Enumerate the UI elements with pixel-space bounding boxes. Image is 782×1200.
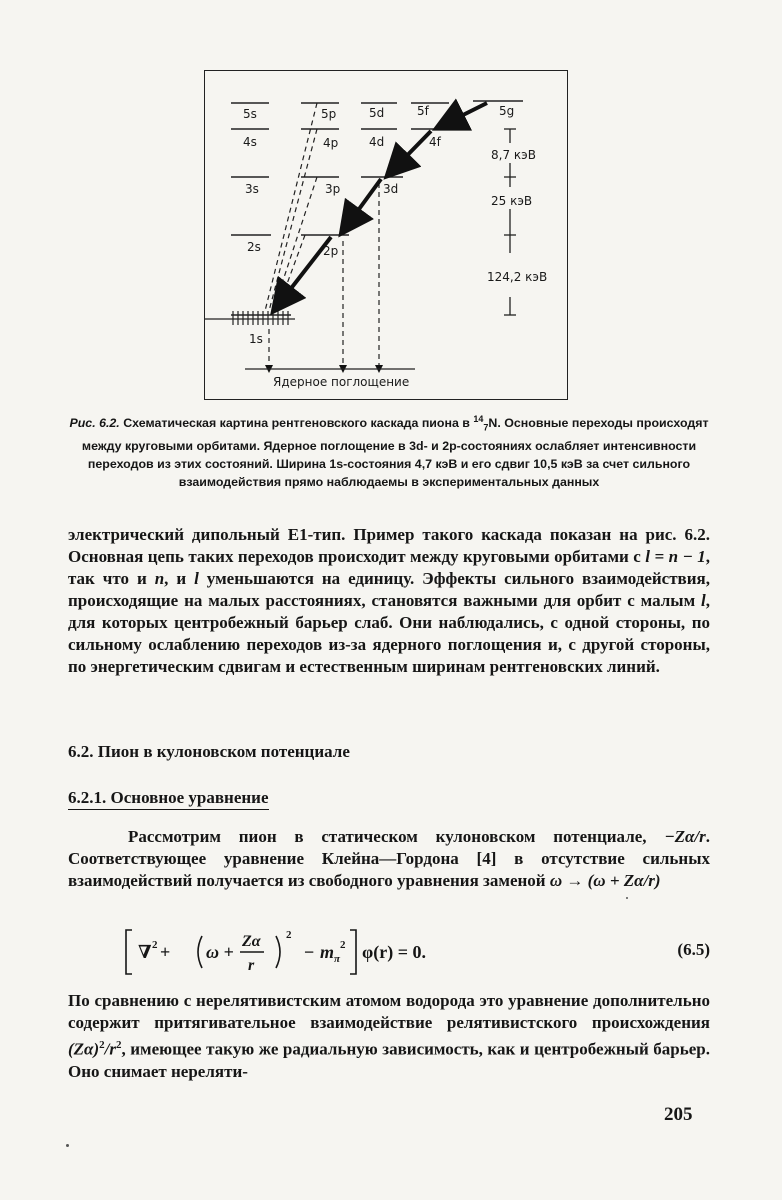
eq-minus: − xyxy=(304,942,315,962)
level-5f-label: 5f xyxy=(417,104,429,118)
isotope-symbol: N xyxy=(488,416,498,431)
p2-text-2: . Соответствующее уравнение Клейна—Гордона [4] в отсутствие сильных взаимодействий получается из свободного уравнения заменой xyxy=(68,827,710,890)
eq-phi: φ(r) = 0. xyxy=(362,942,426,962)
level-4f-label: 4f xyxy=(429,135,441,149)
level-5p-label: 5p xyxy=(321,107,337,121)
eq-pi: π xyxy=(334,953,341,965)
eq-m-sq: 2 xyxy=(340,939,346,951)
level-3d-label: 3d xyxy=(383,182,399,196)
page-number: 205 xyxy=(664,1104,693,1125)
section-heading: 6.2. Пион в кулоновском потенциале xyxy=(68,742,350,761)
equation-formula xyxy=(118,924,538,980)
level-5d-label: 5d xyxy=(369,106,385,120)
level-5s-label: 5s xyxy=(243,107,257,121)
level-3s-label: 3s xyxy=(245,182,259,196)
p1-n: n xyxy=(154,569,165,588)
equation-6-5 xyxy=(118,924,710,980)
eq-nabla-sq: 2 xyxy=(152,939,158,951)
p3-sup2: 2 xyxy=(115,1039,122,1051)
level-1s-label: 1s xyxy=(249,332,263,346)
eq-nabla: ∇ xyxy=(138,942,152,962)
transition-3p-1s xyxy=(273,177,317,311)
isotope-mass: 14 xyxy=(473,414,484,424)
level-2p-label: 2p xyxy=(323,244,339,258)
cascade-diagram xyxy=(205,71,567,399)
p1-condition: l = n − 1 xyxy=(645,547,706,566)
p3-sup: 2 xyxy=(99,1039,105,1051)
isotope-z: 7 xyxy=(483,422,489,433)
caption-text-before: Схематическая картина рентгеновского каскада пиона в xyxy=(123,416,474,431)
p3-term: (Zα) xyxy=(68,1039,100,1059)
eq-m: m xyxy=(320,942,335,962)
p1-l: l xyxy=(194,569,199,588)
caption-text-after: . Основные переходы происходят между круговыми орбитами. Ядерное поглощение в 3d- и 2p-состояниях ослабляет интенсивности переходов из этих состояний. Ширина 1s-состояния 4,7 кэВ и его сдвиг 10,5 кэВ за счет сильного взаимодействия прямо наблюдаемы в экспериментальных данных xyxy=(81,416,709,489)
level-3p-label: 3p xyxy=(325,182,341,196)
gap-label-3: 124,2 кэВ xyxy=(487,270,548,284)
transition-3d-2p xyxy=(343,179,381,231)
absorption-label: Ядерное поглощение xyxy=(273,375,410,389)
subsection-heading: 6.2.1. Основное уравнение xyxy=(68,788,269,810)
p3-text-1: По сравнению с нерелятивистским атомом водорода это уравнение дополнительно содержит притягивательное взаимодействие релятивистского происхождения xyxy=(68,991,710,1032)
figure-caption xyxy=(68,410,710,491)
eq-plus: + xyxy=(160,942,171,962)
level-2s-label: 2s xyxy=(247,240,261,254)
p3-slash: /r xyxy=(104,1039,116,1059)
p1-text-2: , так что и xyxy=(68,547,710,588)
p1-text-4: уменьшаются на единицу. Эффекты сильного взаимодействия, происходящие на малых расстояниях, становятся важными для орбит с малым xyxy=(68,569,710,610)
cascade-figure xyxy=(204,70,568,400)
p1-text-1: электрический дипольный E1-тип. Пример такого каскада показан на рис. 6.2. Основная цепь таких переходов происходит между круговыми орбитами с xyxy=(68,525,710,566)
paragraph-comparison xyxy=(68,990,710,1083)
caption-label: Рис. 6.2. xyxy=(69,416,120,431)
paragraph-cascade xyxy=(68,524,710,678)
level-5g-label: 5g xyxy=(499,104,515,118)
eq-sq-2: 2 xyxy=(286,929,292,941)
gap-label-1: 8,7 кэВ xyxy=(491,148,536,162)
p2-potential: −Zα/r xyxy=(664,827,706,846)
eq-num: Zα xyxy=(242,933,261,950)
level-4s-label: 4s xyxy=(243,135,257,149)
p1-text-5: , для которых центробежный барьер слаб. Они наблюдались, с одной стороны, по сильному ослаблению переходов из-за ядерного поглощения и, с другой стороны, по энергетическим сдвигам и естественным ширинам рентгеновских линий. xyxy=(68,591,710,676)
level-4d-label: 4d xyxy=(369,135,385,149)
eq-omega: ω + xyxy=(206,942,234,962)
level-4p-label: 4p xyxy=(323,136,339,150)
scan-speck xyxy=(66,1144,69,1147)
transition-5p-1s xyxy=(265,103,317,311)
p2-substitution: ω → (ω + Zα/r) xyxy=(549,871,661,890)
eq-den: r xyxy=(248,957,255,974)
p1-text-3: , и xyxy=(164,569,195,588)
p2-text-1: Рассмотрим пион в статическом кулоновском потенциале, xyxy=(128,827,665,846)
p3-text-2: , имеющее такую же радиальную зависимость, как и центробежный барьер. Оно снимает нереляти- xyxy=(68,1039,710,1081)
equation-number: (6.5) xyxy=(677,940,710,959)
transition-5g-4f xyxy=(439,103,487,127)
paragraph-coulomb xyxy=(68,826,710,892)
gap-label-2: 25 кэВ xyxy=(491,194,533,208)
transition-4f-3d xyxy=(389,131,431,174)
p1-l2: l xyxy=(701,591,706,610)
scan-speck xyxy=(626,897,628,899)
